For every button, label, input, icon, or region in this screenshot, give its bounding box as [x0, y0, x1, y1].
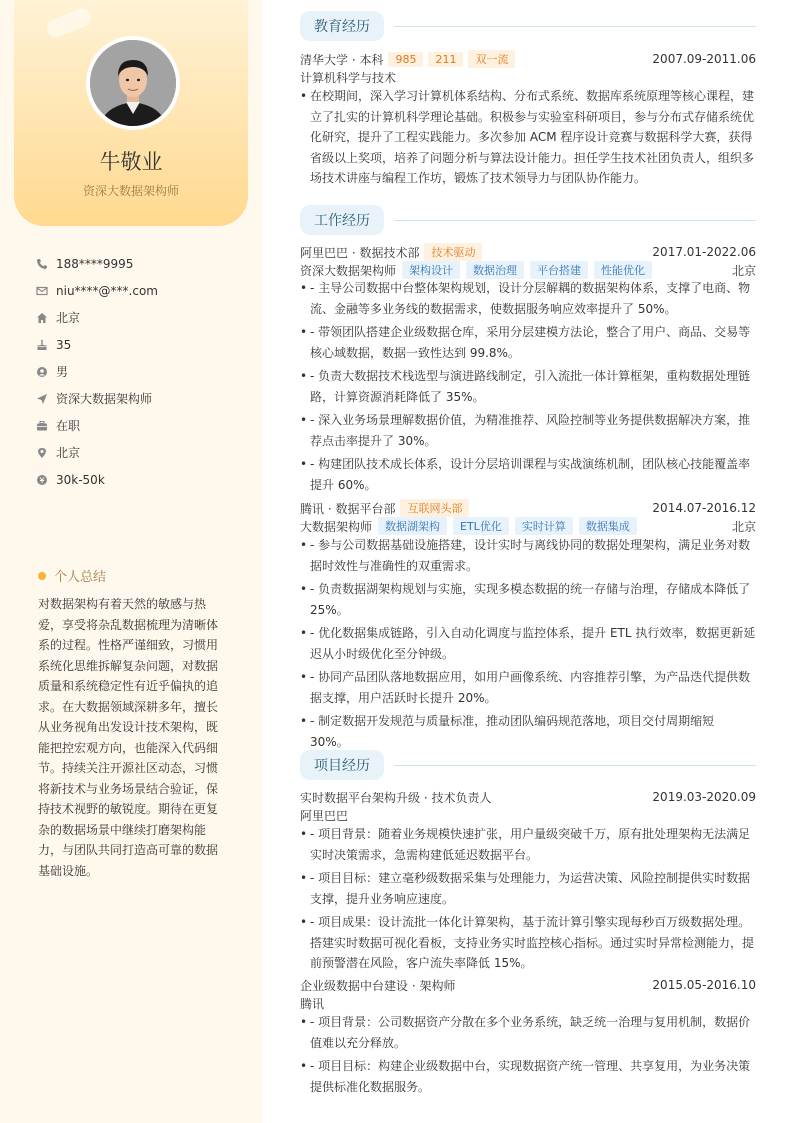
- list-item: • 在校期间，深入学习计算机体系结构、分布式系统、数据库系统原理等核心课程，建立了扎实的计算机科学理论基础。积极参与实验室科研项目，参与分布式存储系统优化研究，提升了工程实践能力。多次参加 ACM 程序设计竞赛与数据科学大赛，获得省级以上奖项，培养了问题分析与算法设计能力。担任学生技术社团负责人，组织多场技术讲座与编程工作坊，锻炼了技术领导力与团队协作能力。: [300, 86, 756, 189]
- bullet-dot-icon: [38, 572, 46, 580]
- contact-text: 北京: [56, 446, 81, 460]
- contact-phone: [36, 250, 158, 277]
- company-name: 阿里巴巴 · 数据技术部: [300, 245, 420, 260]
- skill-tag: 数据湖架构: [378, 517, 447, 535]
- skill-tag: 数据治理: [466, 261, 524, 279]
- sidebar: [0, 0, 262, 1123]
- project-name: 实时数据平台架构升级 · 技术负责人: [300, 790, 492, 805]
- summary-heading: [38, 566, 106, 585]
- education-header: [300, 51, 756, 67]
- company-tag: 互联网头部: [400, 499, 469, 517]
- job-role-row: [300, 518, 756, 534]
- contact-text: 北京: [56, 311, 81, 325]
- job-bullets: [300, 278, 756, 495]
- job-role-row: [300, 262, 756, 278]
- skill-tag: 数据集成: [579, 517, 637, 535]
- project-bullets: [300, 824, 756, 974]
- divider: [394, 765, 756, 766]
- list-item: • - 制定数据开发规范与质量标准，推动团队编码规范落地，项目交付周期缩短 30%。: [300, 711, 756, 752]
- skill-tag: 性能优化: [594, 261, 652, 279]
- contact-list: [36, 250, 158, 493]
- job-date: 2014.07-2016.12: [652, 501, 756, 515]
- job-role: 大数据架构师: [300, 519, 373, 534]
- project-date: 2015.05-2016.10: [652, 978, 756, 992]
- skill-tag: 架构设计: [402, 261, 460, 279]
- home-icon: [36, 312, 48, 324]
- decorative-pill: [44, 6, 93, 40]
- project-name: 企业级数据中台建设 · 架构师: [300, 978, 456, 993]
- list-item: • - 负责大数据技术栈选型与演进路线制定，引入流批一体计算框架，重构数据处理链路，计算资源消耗降低了 35%。: [300, 366, 756, 407]
- list-item: • - 负责数据湖架构规划与实施，实现多模态数据的统一存储与治理，存储成本降低了 25%。: [300, 579, 756, 620]
- list-item: • - 主导公司数据中台整体架构规划，设计分层解耦的数据架构体系，支撑了电商、物流、金融等多业务线的数据需求，使数据服务响应效率提升了 50%。: [300, 278, 756, 319]
- contact-target-role: [36, 385, 158, 412]
- contact-age: [36, 331, 158, 358]
- salary-icon: [36, 474, 48, 486]
- person-title: 资深大数据架构师: [82, 184, 179, 198]
- contact-text: 在职: [56, 419, 81, 433]
- section-work: [300, 205, 756, 235]
- project-header: [300, 977, 756, 993]
- job-role: 资深大数据架构师: [300, 263, 397, 278]
- list-item: • - 带领团队搭建企业级数据仓库，采用分层建模方法论，整合了用户、商品、交易等核心域数据，数据一致性达到 99.8%。: [300, 322, 756, 363]
- education-date: 2007.09-2011.06: [652, 52, 756, 66]
- section-title: 项目经历: [300, 750, 384, 780]
- briefcase-icon: [36, 420, 48, 432]
- company-name: 腾讯 · 数据平台部: [300, 501, 396, 516]
- contact-email: [36, 277, 158, 304]
- summary-heading-text: 个人总结: [54, 570, 107, 585]
- gender-icon: [36, 366, 48, 378]
- contact-text: 188****9995: [56, 256, 134, 271]
- job-city: 北京: [731, 519, 756, 534]
- job-bullets: [300, 535, 756, 752]
- section-education: [300, 11, 756, 41]
- divider: [394, 220, 756, 221]
- person-name: 牛敬业: [99, 150, 163, 174]
- contact-text: niu****@***.com: [56, 283, 158, 298]
- mail-icon: [36, 285, 48, 297]
- list-item: • - 项目成果：设计流批一体化计算架构，基于流计算引擎实现每秒百万级数据处理。搭建实时数据可视化看板，支持业务实时监控核心指标。通过实时异常检测能力，提前预警潜在风险，客户流失率降低 15%。: [300, 912, 756, 974]
- project-org: 阿里巴巴: [300, 808, 349, 823]
- school-tag: 双一流: [468, 50, 515, 68]
- list-item: • - 协同产品团队落地数据应用，如用户画像系统、内容推荐引擎，为产品迭代提供数据支撑，用户活跃时长提升 20%。: [300, 667, 756, 708]
- project-org-row: [300, 995, 756, 1011]
- cake-icon: [36, 339, 48, 351]
- section-title: 教育经历: [300, 11, 384, 41]
- contact-gender: [36, 358, 158, 385]
- project-bullets: [300, 1012, 756, 1097]
- list-item: • - 项目背景：随着业务规模快速扩张，用户量级突破千万，原有批处理架构无法满足实时决策需求，急需构建低延迟数据平台。: [300, 824, 756, 865]
- education-major-row: [300, 69, 756, 85]
- skill-tag: 实时计算: [515, 517, 573, 535]
- contact-status: [36, 412, 158, 439]
- job-date: 2017.01-2022.06: [652, 245, 756, 259]
- location-pin-icon: [36, 447, 48, 459]
- phone-icon: [36, 258, 48, 270]
- project-date: 2019.03-2020.09: [652, 790, 756, 804]
- education-major: 计算机科学与技术: [300, 70, 397, 85]
- job-header: [300, 500, 756, 516]
- avatar-photo: [90, 40, 176, 126]
- skill-tag: ETL优化: [453, 517, 509, 535]
- contact-text: 男: [56, 365, 69, 379]
- project-org: 腾讯: [300, 996, 325, 1011]
- contact-salary: [36, 466, 158, 493]
- list-item: • - 构建团队技术成长体系，设计分层培训课程与实战演练机制，团队核心技能覆盖率提升 60%。: [300, 454, 756, 495]
- contact-home: [36, 304, 158, 331]
- avatar: [86, 36, 180, 130]
- section-projects: [300, 750, 756, 780]
- contact-location: [36, 439, 158, 466]
- summary-text: 对数据架构有着天然的敏感与热爱，享受将杂乱数据梳理为清晰体系的过程。性格严谨细致，习惯用系统化思维拆解复杂问题，对数据质量和系统稳定性有近乎偏执的追求。在大数据领域深耕多年，擅长从业务视角出发设计技术架构，既能把控宏观方向，也能深入代码细节。持续关注开源社区动态，习惯将新技术与业务场景结合验证，保持技术视野的敏锐度。期待在更复杂的数据场景中继续打磨架构能力，与团队共同打造高可靠的数据基础设施。: [38, 597, 219, 878]
- list-item: • - 深入业务场景理解数据价值，为精准推荐、风险控制等业务提供数据解决方案，推荐点击率提升了 30%。: [300, 410, 756, 451]
- company-tag: 技术驱动: [424, 243, 482, 261]
- contact-text: 30k-50k: [56, 472, 105, 487]
- job-header: [300, 244, 756, 260]
- job-city: 北京: [731, 263, 756, 278]
- education-bullets: [300, 86, 756, 189]
- list-item: • - 项目目标：构建企业级数据中台，实现数据资产统一管理、共享复用，为业务决策提供标准化数据服务。: [300, 1056, 756, 1097]
- send-icon: [36, 393, 48, 405]
- project-header: [300, 789, 756, 805]
- contact-text: 资深大数据架构师: [56, 392, 153, 406]
- divider: [394, 26, 756, 27]
- list-item: • - 参与公司数据基础设施搭建，设计实时与离线协同的数据处理架构，满足业务对数据时效性与准确性的双重需求。: [300, 535, 756, 576]
- section-title: 工作经历: [300, 205, 384, 235]
- project-org-row: [300, 807, 756, 823]
- contact-text: 35: [56, 337, 72, 352]
- school-name: 清华大学 · 本科: [300, 52, 384, 67]
- list-item: • - 项目目标：建立毫秒级数据采集与处理能力，为运营决策、风险控制提供实时数据支撑，提升业务响应速度。: [300, 868, 756, 909]
- skill-tag: 平台搭建: [530, 261, 588, 279]
- list-item: • - 优化数据集成链路，引入自动化调度与监控体系，提升 ETL 执行效率，数据更新延迟从小时级优化至分钟级。: [300, 623, 756, 664]
- list-item: • - 项目背景：公司数据资产分散在多个业务系统，缺乏统一治理与复用机制，数据价值难以充分释放。: [300, 1012, 756, 1053]
- profile-card: [14, 0, 248, 226]
- school-tag: 985: [388, 52, 423, 67]
- school-tag: 211: [428, 52, 463, 67]
